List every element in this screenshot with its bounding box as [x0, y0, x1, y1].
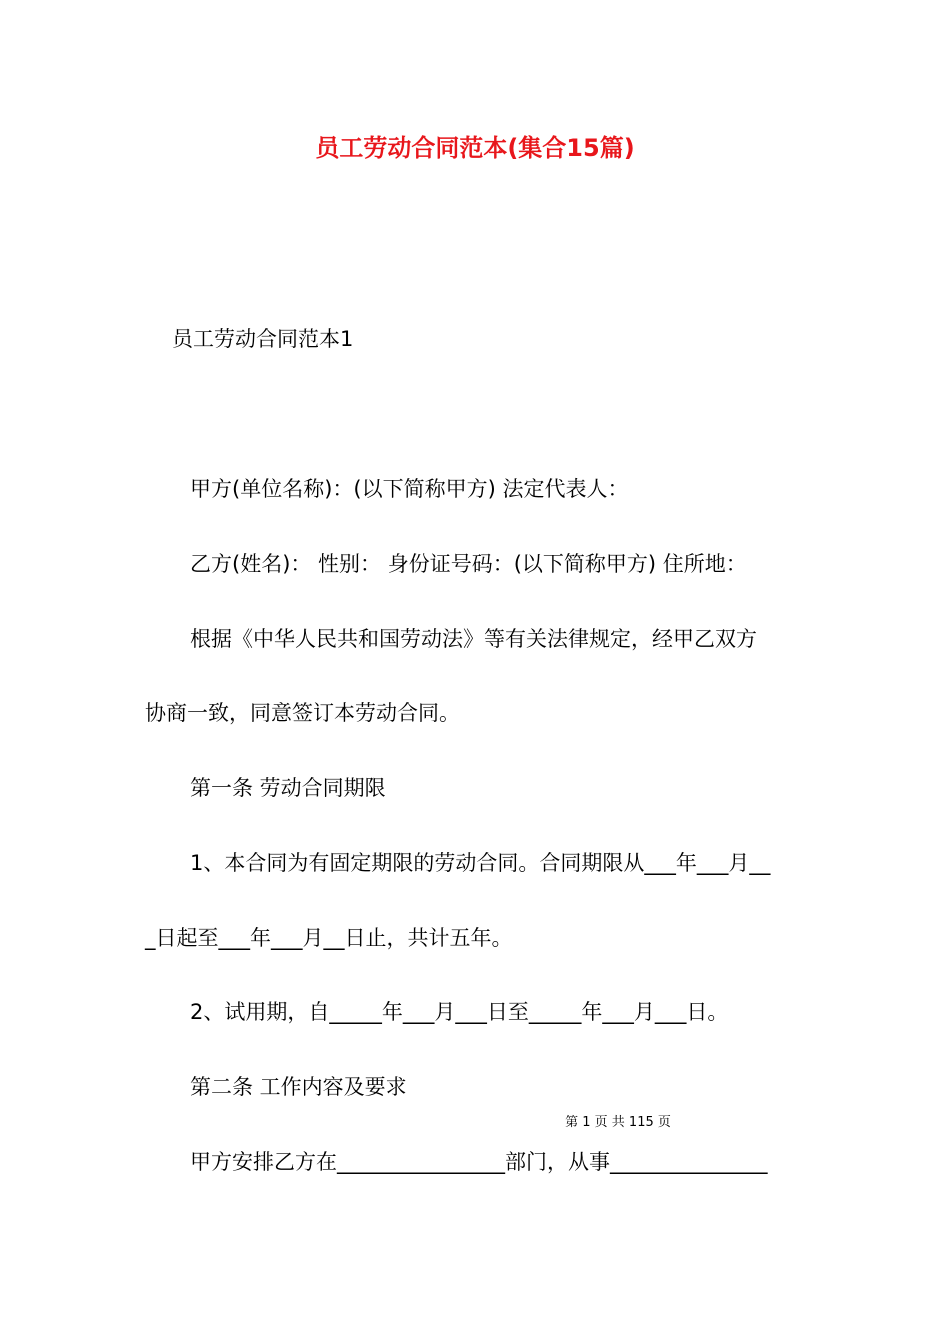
party-a-line: 甲方(单位名称)：(以下简称甲方) 法定代表人： — [190, 477, 629, 501]
paragraph-line: 根据《中华人民共和国劳动法》等有关法律规定，经甲乙双方 — [190, 627, 757, 651]
article-heading: 第一条 劳动合同期限 — [190, 776, 386, 800]
paragraph-line: 2、试用期，自_____年___月___日至_____年___月___日。 — [190, 1000, 729, 1024]
page-number-footer: 第 1 页 共 115 页 — [565, 1115, 671, 1130]
party-b-line: 乙方(姓名)： 性别： 身份证号码：(以下简称甲方) 住所地： — [190, 552, 747, 576]
paragraph-line: 协商一致，同意签订本劳动合同。 — [145, 701, 460, 725]
paragraph-line: 1、本合同为有固定期限的劳动合同。合同期限从___年___月__ — [190, 851, 771, 875]
article-heading: 第二条 工作内容及要求 — [190, 1075, 407, 1099]
section-heading: 员工劳动合同范本1 — [172, 327, 354, 351]
paragraph-line: _日起至___年___月__日止，共计五年。 — [145, 926, 513, 950]
document-title: 员工劳动合同范本(集合15篇) — [315, 134, 635, 162]
paragraph-line: 甲方安排乙方在________________部门，从事_______________ — [190, 1150, 768, 1174]
